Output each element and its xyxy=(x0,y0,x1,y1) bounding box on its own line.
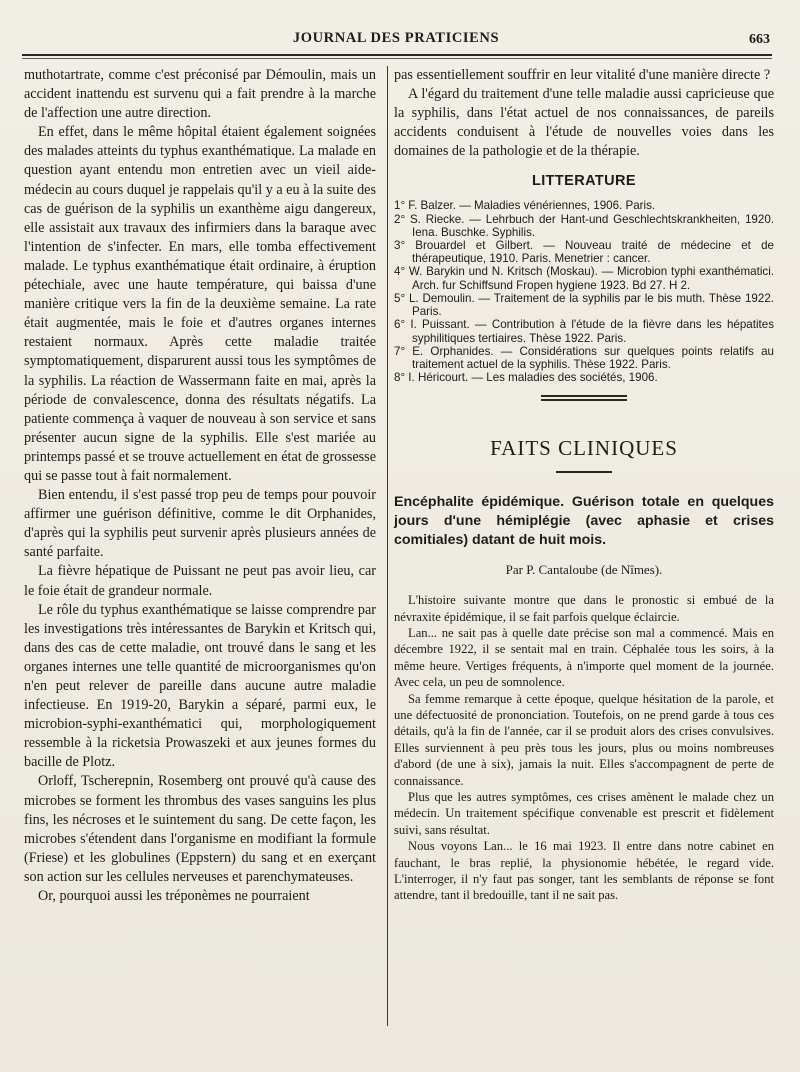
article-author: Par P. Cantaloube (de Nîmes). xyxy=(505,562,663,578)
section-ornament xyxy=(541,394,627,402)
column-divider xyxy=(387,66,388,1026)
left-paragraph-7: Or, pourquoi aussi les tréponèmes ne pourraient xyxy=(38,888,310,905)
heading-rule xyxy=(556,471,612,473)
article-title: Encéphalite épidémique. Guérison totale en quelques jours d'une hémiplégie (avec aphasie et crises comitiales) datant de huit mois. xyxy=(394,493,774,548)
reference-item: 4° W. Barykin und N. Kritsch (Moskau). — Microbion typhi exanthématici. Arch. fur Schiffsund Fropen hygiene 1923. Bd 27. H 2. xyxy=(394,265,774,292)
left-paragraph-2: En effet, dans le même hôpital étaient également soignées des malades atteints du typhus exanthématique. La malade en question ayant entendu mon entretien avec un vieil aide-médecin au cours duquel je rappelais qu'il y a eu à la suite des cas de guérison de la syphilis un exanthème aigu dangereux, elle assistait aux travaux des infirmiers dans la baraque avec l'intention de s'infecter. En mars, elle tomba effectivement malade. Le typhus exanthématique était ordinaire, à éruption pétechiale, avec une haute température, qui baissa d'une manière critique vers la fin de la deuxième semaine. La rate était augmentée, mais le foie et d'autres organes internes restaient normaux. Après cette maladie traitée symptomatiquement, disparurent aussi tous les symptômes de la syphilis. La réaction de Wassermann faite en mai, après la période de convalescence, donna des résultats négatifs. La patiente commença à vaquer de nouveau à son service et sans présenter aucun signe de la syphilis. Elle s'est mariée au printemps passé et se trouve actuellement en état de grossesse qui se passe tout à fait normalement. xyxy=(24,124,376,484)
header-rule xyxy=(22,54,772,56)
article-paragraph-1: L'histoire suivante montre que dans le pronostic si embué de la névraxite épidémique, il se fait parfois quelque éclaircie. xyxy=(394,593,774,624)
reference-item: 7° E. Orphanides. — Considérations sur quelques points relatifs au traitement actuel de la syphilis. Thèse 1922. Paris. xyxy=(394,344,774,371)
right-paragraph-2: A l'égard du traitement d'une telle maladie aussi capricieuse que la syphilis, dans l'état actuel de nos connaissances, de pareils accidents conduisent à l'étude de nouvelles voies dans les domaines de la pathologie et de la thérapie. xyxy=(394,86,774,160)
left-paragraph-5: Le rôle du typhus exanthématique se laisse comprendre par les investigations très intéressantes de Barykin et Kritsch qui, dans des cas de cette maladie, ont trouvé dans le sang et les organes internes une telle quantité de microorganismes qu'on n'en peut relever de pareille dans aucune autre maladie infectieuse. En 1919-20, Barykin a séparé, parmi eux, le microbion-syphi-exanthématici qui, morphologiquement ressemble à la ricketsia Prowaszeki et aux jeunes formes du bacille de Plotz. xyxy=(24,601,376,771)
header-rule-thin xyxy=(22,58,772,59)
article-paragraph-2: Lan... ne sait pas à quelle date précise son mal a commencé. Mais en décembre 1922, il se sentait mal en train. Céphalée tous les soirs, à la même heure. Vertiges fréquents, à n'importe quel moment de la journée. Avec cela, un peu de somnolence. xyxy=(394,625,774,690)
page-header xyxy=(22,30,770,52)
right-paragraph-1: pas essentiellement souffrir en leur vitalité d'une manière directe ? xyxy=(394,67,771,83)
reference-item: 3° Brouardel et Gilbert. — Nouveau traité de médecine et de thérapeutique, 1910. Paris. Menetrier : cancer. xyxy=(394,239,774,266)
article-paragraph-3: Sa femme remarque à cette époque, quelque hésitation de la parole, et une défectuosité de prononciation. Toutefois, on ne prend garde à tous ces détails, qu'à la fin de l'année, car il se produit alors des crises convulsives. Elles surviennent à peu près tous les jours, plus ou moins nombreuses d'abord (de une à six), jamais la nuit. Elles s'accompagnent de perte de connaissance. xyxy=(394,691,774,788)
reference-item: 2° S. Riecke. — Lehrbuch der Hant-und Geschlechtskrankheiten, 1920. Iena. Buschke. Syphilis. xyxy=(394,212,774,239)
article-paragraph-4: Plus que les autres symptômes, ces crises amènent le malade chez un médecin. Un traitement spécifique convenable est prescrit et fidèlement suivi, sans résultat. xyxy=(394,789,774,837)
literature-heading: LITTERATURE xyxy=(531,173,636,190)
reference-item: 5° L. Demoulin. — Traitement de la syphilis par le bis muth. Thèse 1922. Paris. xyxy=(394,291,774,319)
page-number: 663 xyxy=(749,32,770,47)
reference-item: 8° I. Héricourt. — Les maladies des sociétés, 1906. xyxy=(394,371,658,385)
left-paragraph-6: Orloff, Tscherepnin, Rosemberg ont prouvé qu'à cause des microbes se forment les thrombus des vases sanguins les plus fins, les nécroses et le suintement du sang. De cette façon, les microbes s'étendent dans l'organisme en modifiant la formule (Friese) et les globulines (Eppstern) du sang et en exerçant son action sur les cellules nerveuses et parenchymateuses. xyxy=(24,773,376,885)
left-paragraph-1: muthotartrate, comme c'est préconisé par Démoulin, mais un accident inattendu est survenu qui a fait prendre à la marche de l'affection une autre direction. xyxy=(24,67,376,122)
article-paragraph-5: Nous voyons Lan... le 16 mai 1923. Il entre dans notre cabinet en fauchant, le bras replié, la physionomie hébétée, le regard vide. L'interroger, il n'y faut pas songer, tant les semblants de réponse se font attendre, tant il bredouille, tant il ne sait pas. xyxy=(394,839,774,903)
faits-cliniques-heading: FAITS CLINIQUES xyxy=(490,436,678,461)
reference-item: 6° I. Puissant. — Contribution à l'étude de la fièvre dans les hépatites syphilitiques tertiaires. Thèse 1922. Paris. xyxy=(394,318,774,345)
reference-list xyxy=(394,199,774,384)
left-paragraph-4: La fièvre hépatique de Puissant ne peut pas avoir lieu, car le foie était de grandeur normale. xyxy=(24,563,376,599)
left-paragraph-3: Bien entendu, il s'est passé trop peu de temps pour pouvoir affirmer une guérison définitive, comme le dit Orphanides, d'après qui la syphilis peut survenir après plusieurs années de santé parfaite. xyxy=(24,487,376,561)
journal-title: JOURNAL DES PRATICIENS xyxy=(292,30,500,46)
left-column xyxy=(24,66,376,906)
reference-item: 1° F. Balzer. — Maladies vénériennes, 1906. Paris. xyxy=(394,199,656,213)
right-column xyxy=(394,66,774,904)
